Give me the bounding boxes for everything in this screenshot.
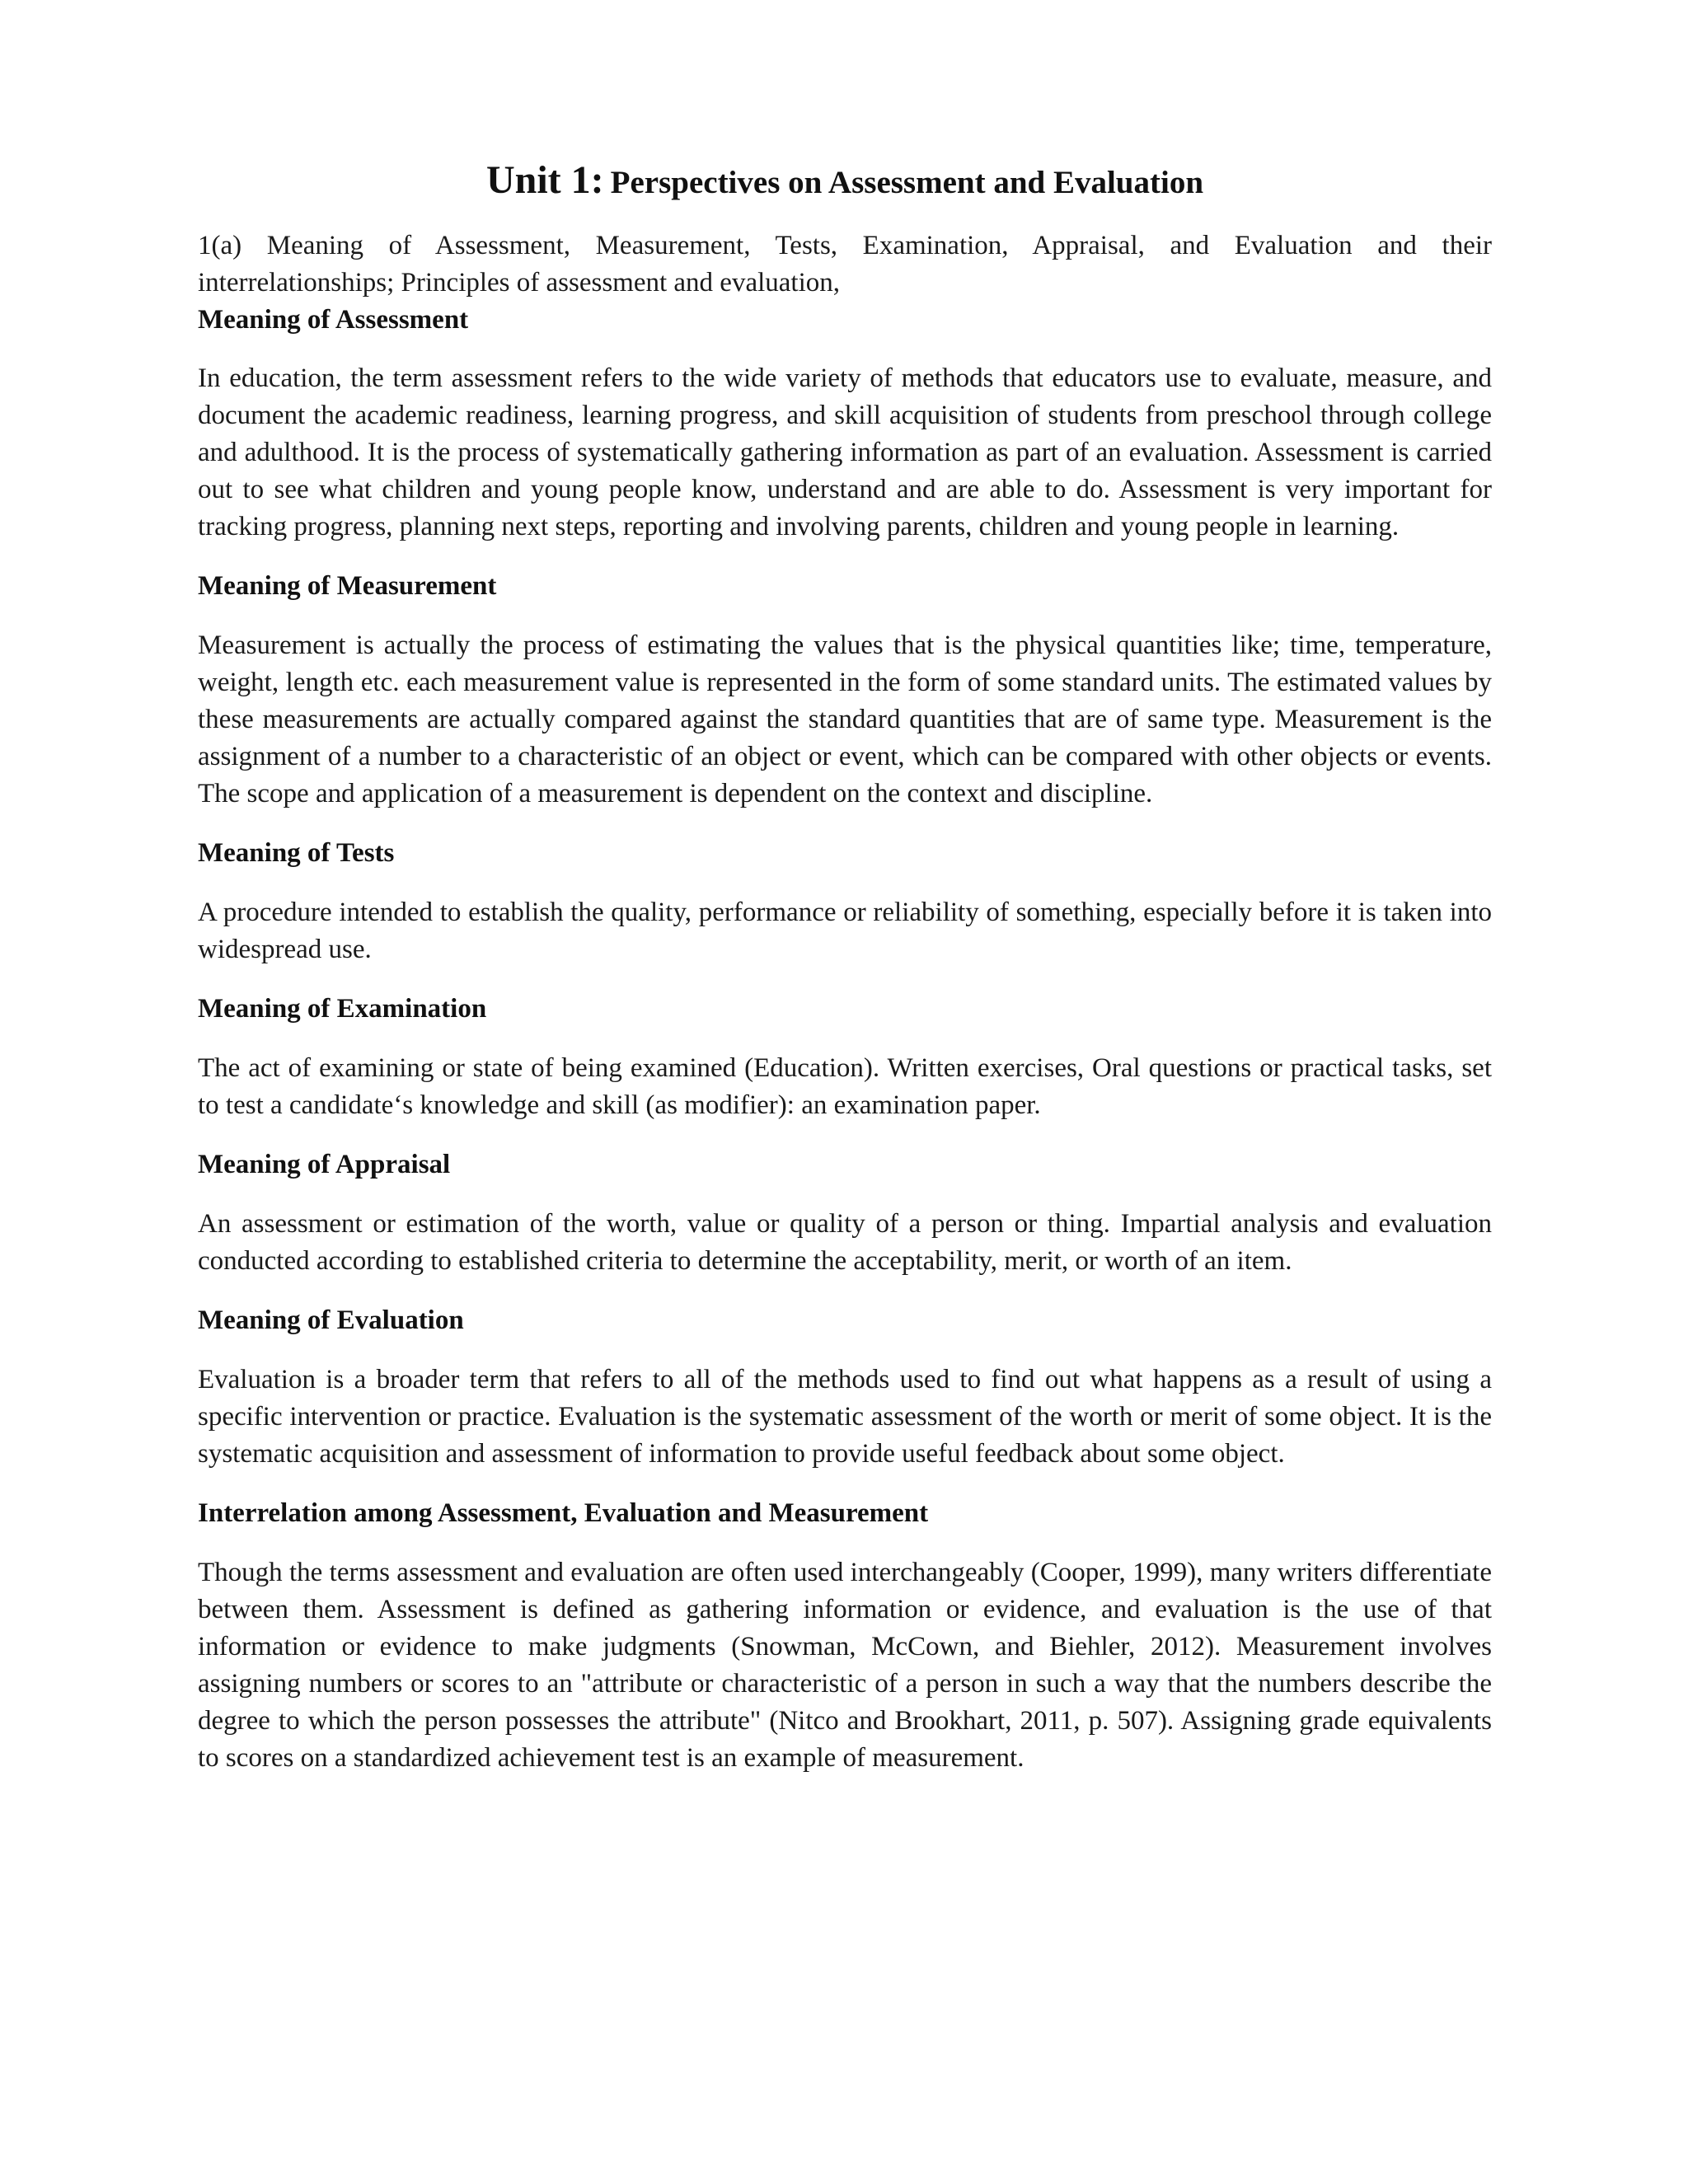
- section-measurement: [198, 568, 1492, 813]
- heading-tests: Meaning of Tests: [198, 837, 395, 868]
- paragraph-tests: A procedure intended to establish the quality, performance or reliability of something, especially before it is taken into widespread use.: [198, 897, 1492, 964]
- paragraph-interrelation: Though the terms assessment and evaluation are often used interchangeably (Cooper, 1999), many writers differentiate between them. Assessment is defined as gathering information or evidence, and evaluation is the use of that information or evidence to make judgments (Snowman, McCown, and Biehler, 2012). Measurement involves assigning numbers or scores to an "attribute or characteristic of a person in such a way that the numbers describe the degree to which the person possesses the attribute" (Nitco and Brookhart, 2011, p. 507). Assigning grade equivalents to scores on a standardized achievement test is an example of measurement.: [198, 1557, 1492, 1773]
- title-text: Perspectives on Assessment and Evaluation: [610, 165, 1204, 200]
- page-title: [198, 157, 1492, 204]
- heading-assessment: Meaning of Assessment: [198, 304, 469, 335]
- document-content: [198, 157, 1492, 1777]
- paragraph-assessment: In education, the term assessment refers to the wide variety of methods that educators use to evaluate, measure, and document the academic readiness, learning progress, and skill acquisition of students from preschool through college and adulthood. It is the process of systematically gathering information as part of an evaluation. Assessment is carried out to see what children and young people know, understand and are able to do. Assessment is very important for tracking progress, planning next steps, reporting and involving parents, children and young people in learning.: [198, 363, 1492, 541]
- section-examination: [198, 991, 1492, 1124]
- section-evaluation: [198, 1302, 1492, 1473]
- paragraph-examination: The act of examining or state of being examined (Education). Written exercises, Oral questions or practical tasks, set to test a candidate‘s knowledge and skill (as modifier): an examination paper.: [198, 1052, 1492, 1120]
- intro-paragraph: 1(a) Meaning of Assessment, Measurement, Tests, Examination, Appraisal, and Evaluation and their interrelationships; Principles of assessment and evaluation,: [198, 230, 1492, 298]
- section-tests: [198, 835, 1492, 968]
- heading-measurement: Meaning of Measurement: [198, 570, 497, 601]
- paragraph-measurement: Measurement is actually the process of estimating the values that is the physical quantities like; time, temperature, weight, length etc. each measurement value is represented in the form of some standard units. The estimated values by these measurements are actually compared against the standard quantities that are of same type. Measurement is the assignment of a number to a characteristic of an object or event, which can be compared with other objects or events. The scope and application of a measurement is dependent on the context and discipline.: [198, 630, 1492, 808]
- section-interrelation: [198, 1495, 1492, 1777]
- section-appraisal: [198, 1146, 1492, 1280]
- paragraph-evaluation: Evaluation is a broader term that refers to all of the methods used to find out what happens as a result of using a specific intervention or practice. Evaluation is the systematic assessment of the worth or merit of some object. It is the systematic acquisition and assessment of information to provide useful feedback about some object.: [198, 1364, 1492, 1469]
- paragraph-appraisal: An assessment or estimation of the worth, value or quality of a person or thing. Impartial analysis and evaluation conducted according to established criteria to determine the acceptability, merit, or worth of an item.: [198, 1208, 1492, 1276]
- heading-examination: Meaning of Examination: [198, 993, 487, 1024]
- title-unit: Unit 1:: [485, 158, 604, 202]
- heading-appraisal: Meaning of Appraisal: [198, 1149, 451, 1179]
- heading-interrelation: Interrelation among Assessment, Evaluation and Measurement: [198, 1497, 929, 1528]
- heading-evaluation: Meaning of Evaluation: [198, 1305, 464, 1335]
